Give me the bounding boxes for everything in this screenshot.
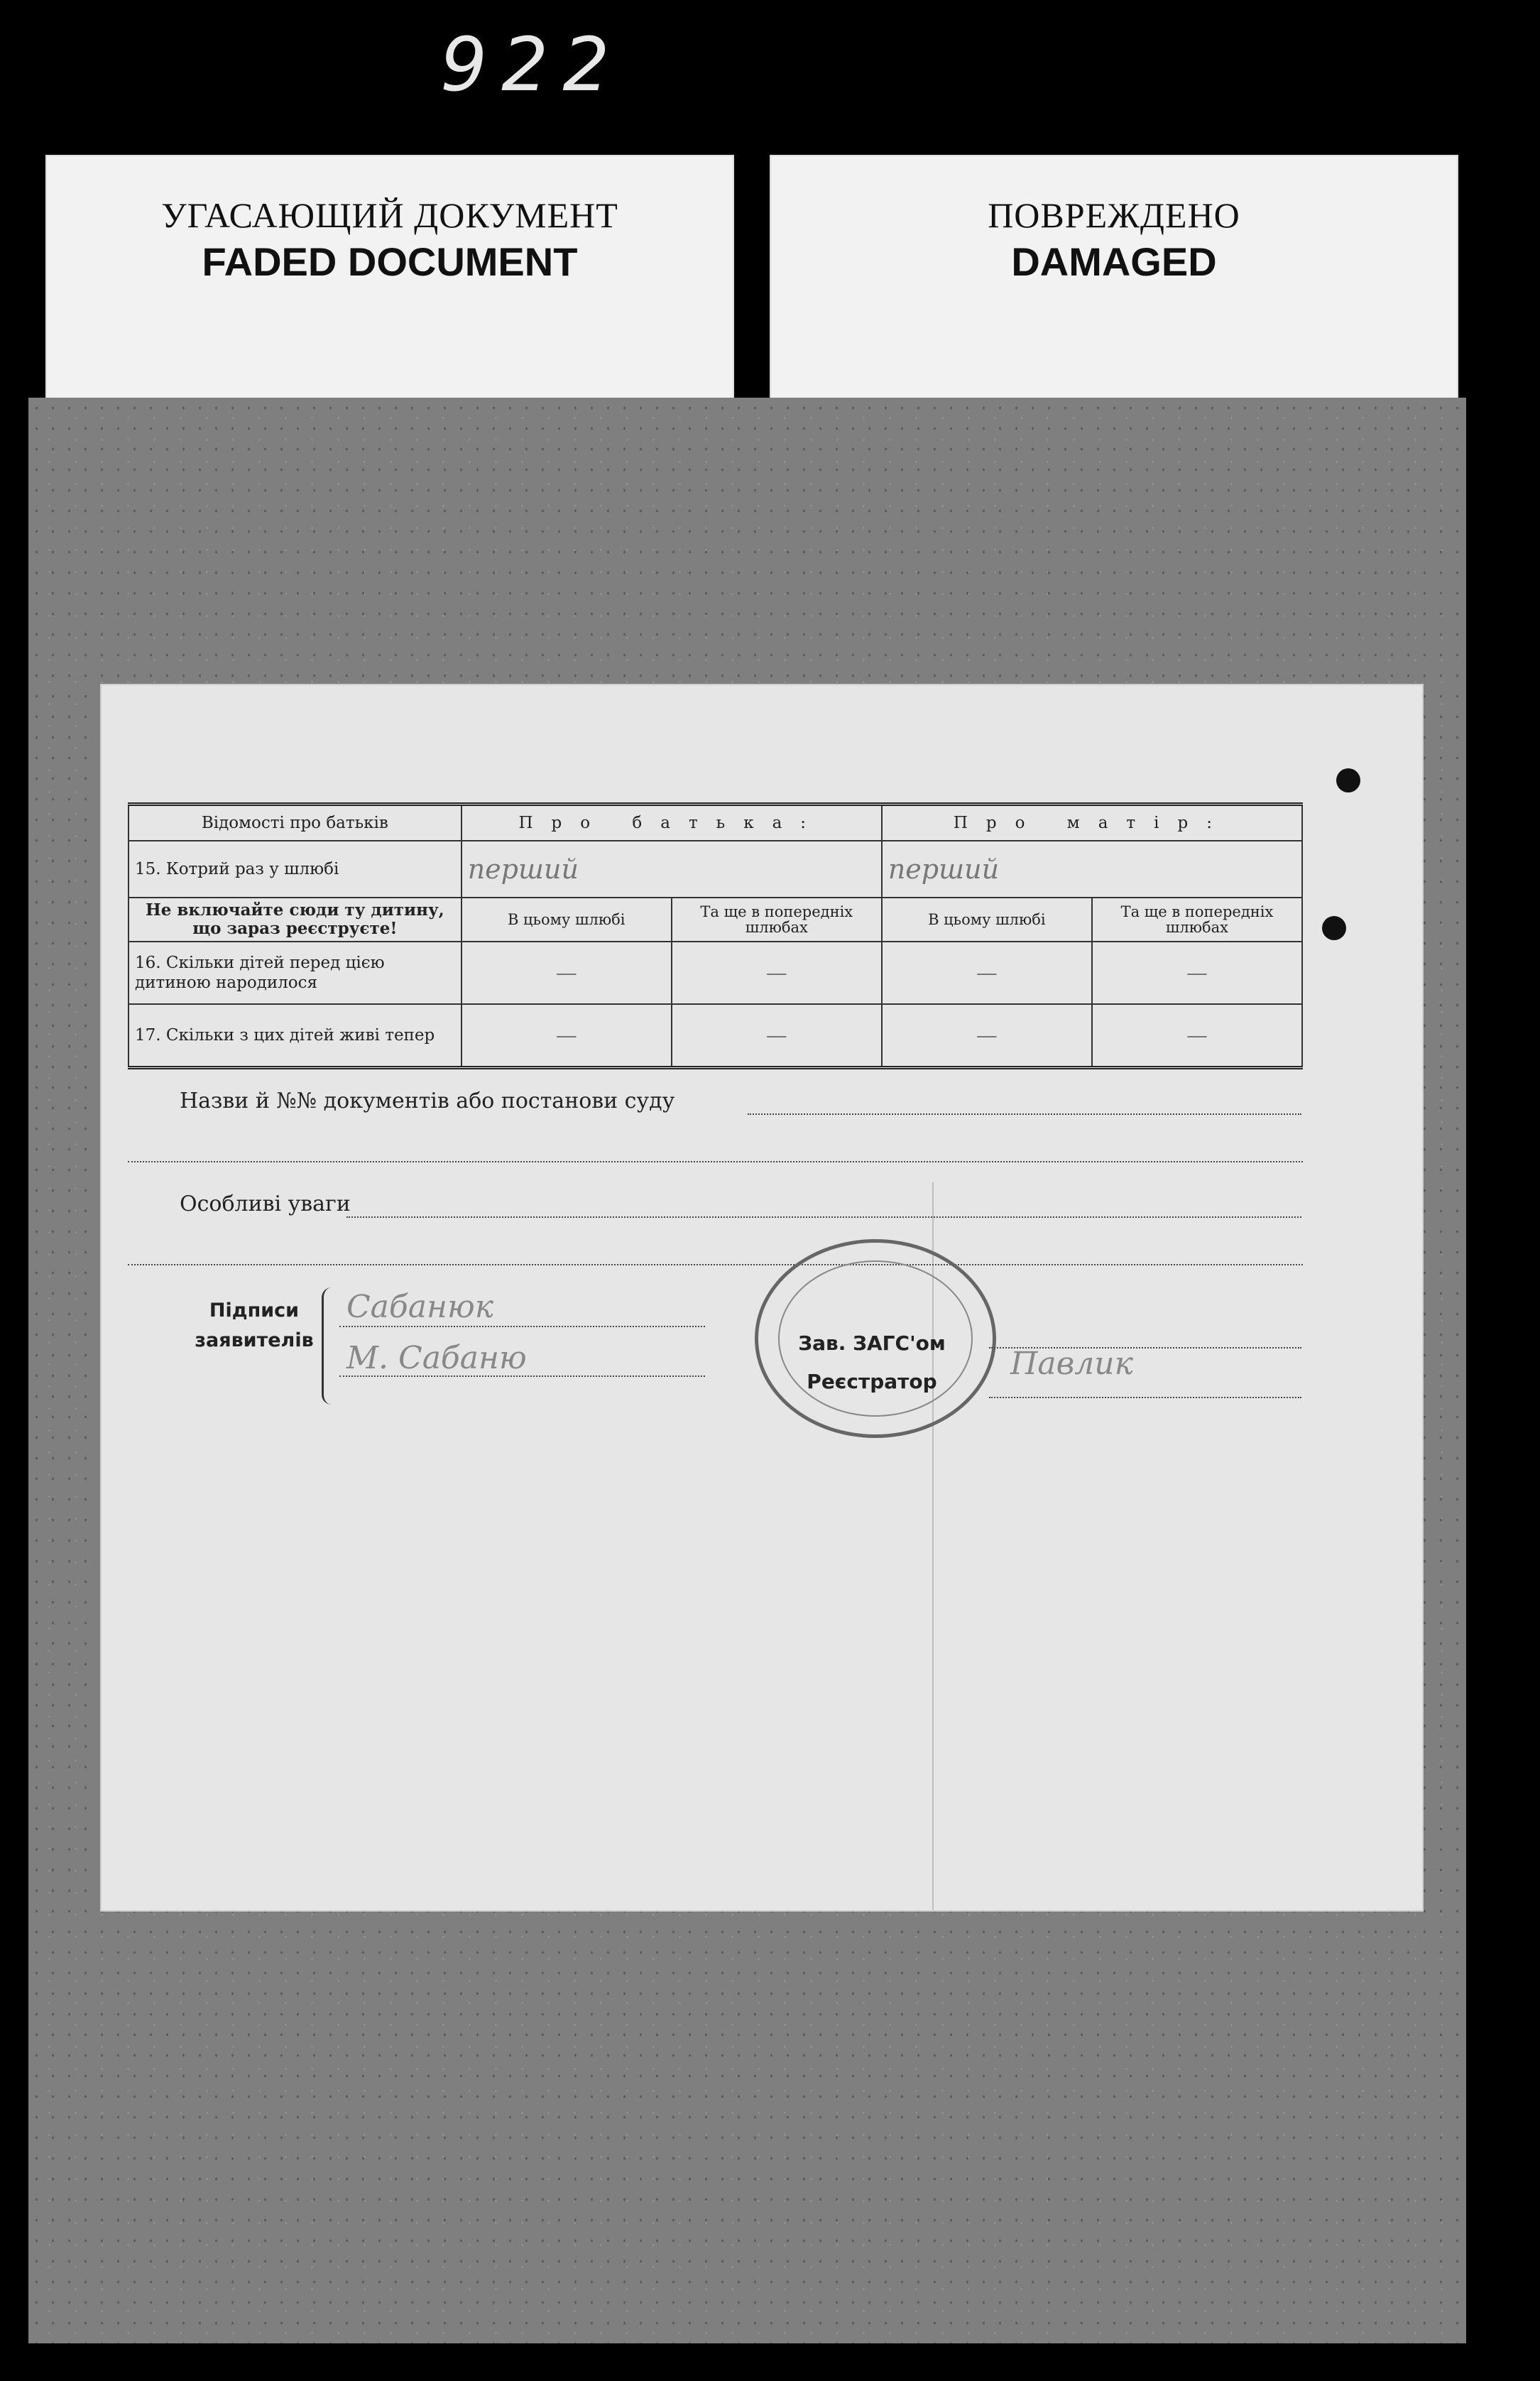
row15-father-value: перший xyxy=(462,841,882,898)
faded-label-ru: УГАСАЮЩИЙ ДОКУМЕНТ xyxy=(161,195,618,235)
row15-label: 15. Котрий раз у шлюбі xyxy=(129,841,462,898)
mother-prev-marriages: Та ще в попередніх шлюбах xyxy=(1092,898,1302,942)
applicant-signature-2: М. Сабаню xyxy=(346,1340,527,1376)
applicant-signature-1: Сабанюк xyxy=(346,1289,493,1325)
signature-line xyxy=(339,1375,705,1377)
mother-this-marriage: В цьому шлюбі xyxy=(882,898,1092,942)
damaged-label xyxy=(770,155,1458,413)
remarks-label: Особливі уваги xyxy=(180,1192,351,1216)
row17-label: 17. Скільки з цих дітей живі тепер xyxy=(129,1004,462,1068)
registrar-line xyxy=(989,1397,1301,1398)
signatures-brace xyxy=(322,1287,338,1405)
registrar-label: Реєстратор xyxy=(807,1370,937,1393)
zags-line xyxy=(989,1347,1301,1348)
remarks-line xyxy=(128,1264,1303,1265)
signatures-label: Підписи заявителів xyxy=(195,1300,314,1351)
row16-value: — xyxy=(882,942,1092,1004)
remarks-line xyxy=(346,1216,1301,1218)
row15-mother-value: перший xyxy=(882,841,1302,898)
row17-value: — xyxy=(1092,1004,1302,1068)
row16-value: — xyxy=(1092,942,1302,1004)
row17-value: — xyxy=(462,1004,672,1068)
documents-line xyxy=(128,1161,1303,1162)
row16-value: — xyxy=(462,942,672,1004)
zags-head-label: Зав. ЗАГС'ом xyxy=(798,1331,946,1355)
row17-value: — xyxy=(882,1004,1092,1068)
parents-info-table xyxy=(128,802,1303,1069)
faded-document-label xyxy=(45,155,734,413)
documents-label: Назви й №№ документів або постанови суду xyxy=(180,1089,675,1113)
punch-hole xyxy=(1336,768,1360,792)
frame-number: 922 xyxy=(440,21,624,108)
record-sheet xyxy=(102,685,1422,1910)
row16-value: — xyxy=(672,942,882,1004)
header-mother: Про матір: xyxy=(882,805,1302,841)
damaged-label-en: DAMAGED xyxy=(1011,239,1217,284)
registrar-signature: Павлик xyxy=(1010,1346,1133,1382)
punch-hole xyxy=(1322,916,1346,940)
damaged-label-ru: ПОВРЕЖДЕНО xyxy=(988,195,1240,235)
header-parents: Відомості про батьків xyxy=(129,805,462,841)
father-this-marriage: В цьому шлюбі xyxy=(462,898,672,942)
row16-label: 16. Скільки дітей перед цією дитиною народилося xyxy=(129,942,462,1004)
zags-block xyxy=(776,1324,968,1401)
documents-line xyxy=(748,1113,1301,1115)
faded-label-en: FADED DOCUMENT xyxy=(202,239,578,284)
exclude-note: Не включайте сюди ту дитину, що зараз реєструєте! xyxy=(129,898,462,942)
header-father: Про батька: xyxy=(462,805,882,841)
father-prev-marriages: Та ще в попередніх шлюбах xyxy=(672,898,882,942)
row17-value: — xyxy=(672,1004,882,1068)
signature-line xyxy=(339,1326,705,1327)
